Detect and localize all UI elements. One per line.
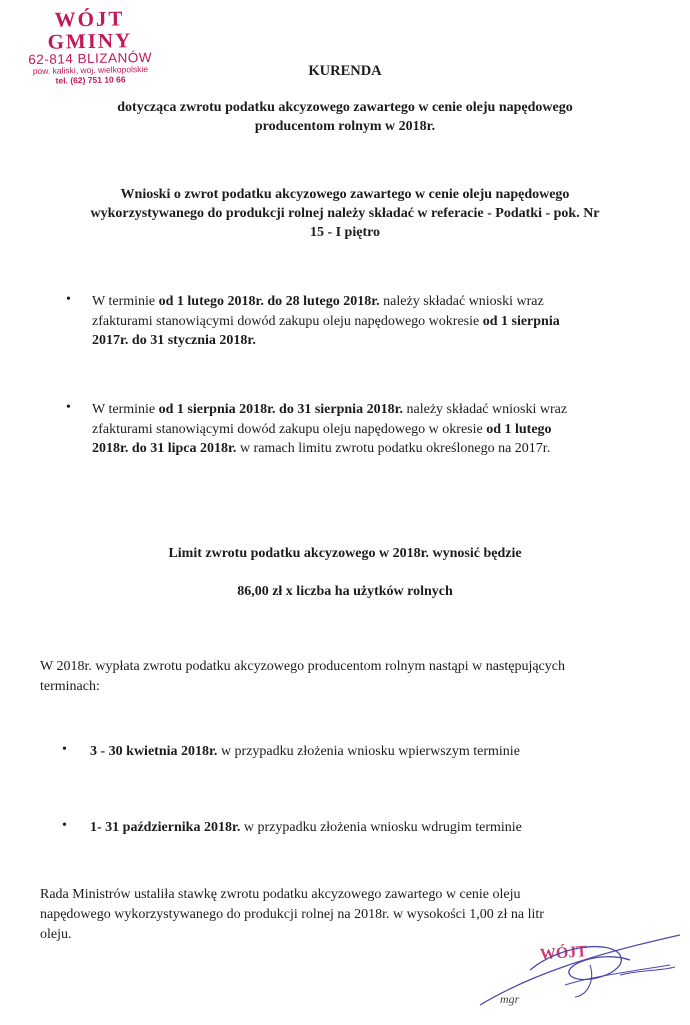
limit-amount: 86,00 zł x liczba ha użytków rolnych [237,584,453,599]
closing-line-3: oleju. [40,927,72,942]
term-2 [90,818,522,838]
bullet-1-line-2 [92,312,560,332]
bullet-2-line-3 [92,439,550,459]
term-1 [90,742,520,762]
bullet-1-text-end: należy składać wnioski wraz [379,294,544,309]
closing-line-2: napędowego wykorzystywanego do produkcji rolnej na 2018r. w wysokości 1,00 zł na litr [40,907,544,922]
intro-line-3: 15 - I piętro [309,225,381,240]
bullet-1-invoice-text: zfakturami stanowiącymi dowód zakupu oleju napędowego wokresie [92,314,483,329]
signature-block [470,925,685,1020]
intro-line-1: Wnioski o zwrot podatku akcyzowego zawartego w cenie oleju napędowego [120,187,570,202]
bullet-2-period-start: od 1 lutego [486,422,552,437]
subtitle-line-2: producentom rolnym w 2018r. [254,119,436,134]
term-2-text: w przypadku złożenia wniosku wdrugim terminie [240,820,522,835]
bullet-icon: • [62,818,67,833]
term-1-dates: 3 - 30 kwietnia 2018r. [90,744,218,759]
term-2-dates: 1- 31 października 2018r. [90,820,241,835]
intro-line-2: wykorzystywanego do produkcji rolnej należy składać w referacie - Podatki - pok. Nr [90,206,600,221]
bullet-2-text-end: należy składać wnioski wraz [403,402,568,417]
bullet-2-text: W terminie [92,402,159,417]
bullet-1-text: W terminie [92,294,159,309]
limit-line-1: Limit zwrotu podatku akcyzowego w 2018r. wynosić będzie [168,546,522,561]
document-title: KURENDA [308,63,382,79]
bullet-icon: • [66,292,71,307]
bullet-2-invoice-text: zfakturami stanowiącymi dowód zakupu oleju napędowego w okresie [92,422,487,437]
stamp-region: pow. kaliski, woj. wielkopolskie [32,63,149,77]
stamp-phone: tel. (62) 751 10 66 [55,74,126,86]
bullet-2-date-range: od 1 sierpnia 2018r. do 31 sierpnia 2018r. [158,402,403,417]
bullet-1-period-end: 2017r. do 31 stycznia 2018r. [92,333,256,348]
stamp-title: WÓJT GMINY [47,6,133,54]
bullet-2-line-1 [92,400,567,420]
payout-line-1: W 2018r. wypłata zwrotu podatku akcyzowego producentom rolnym nastąpi w następujących [40,659,565,674]
bullet-icon: • [66,400,71,415]
subtitle-line-1: dotycząca zwrotu podatku akcyzowego zawartego w cenie oleju napędowego [117,100,573,115]
term-1-text: w przypadku złożenia wniosku wpierwszym terminie [217,744,520,759]
bullet-icon: • [62,742,67,757]
bullet-1-date-range: od 1 lutego 2018r. do 28 lutego 2018r. [158,294,380,309]
bullet-2-period-end: 2018r. do 31 lipca 2018r. [92,441,237,456]
closing-line-1: Rada Ministrów ustaliła stawkę zwrotu podatku akcyzowego zawartego w cenie oleju [40,887,521,902]
bullet-2-line-2 [92,420,552,440]
payout-line-2: terminach: [40,679,100,694]
signature-stamp-text: WÓJT [539,943,588,964]
stamp-address: 62-814 BLIZANÓW [28,49,153,68]
signature-label: mgr [500,992,520,1006]
bullet-1-period-start: od 1 sierpnia [482,314,560,329]
bullet-2-limit-text: w ramach limitu zwrotu podatku określonego na 2017r. [236,441,551,456]
bullet-1-line-1 [92,292,544,312]
